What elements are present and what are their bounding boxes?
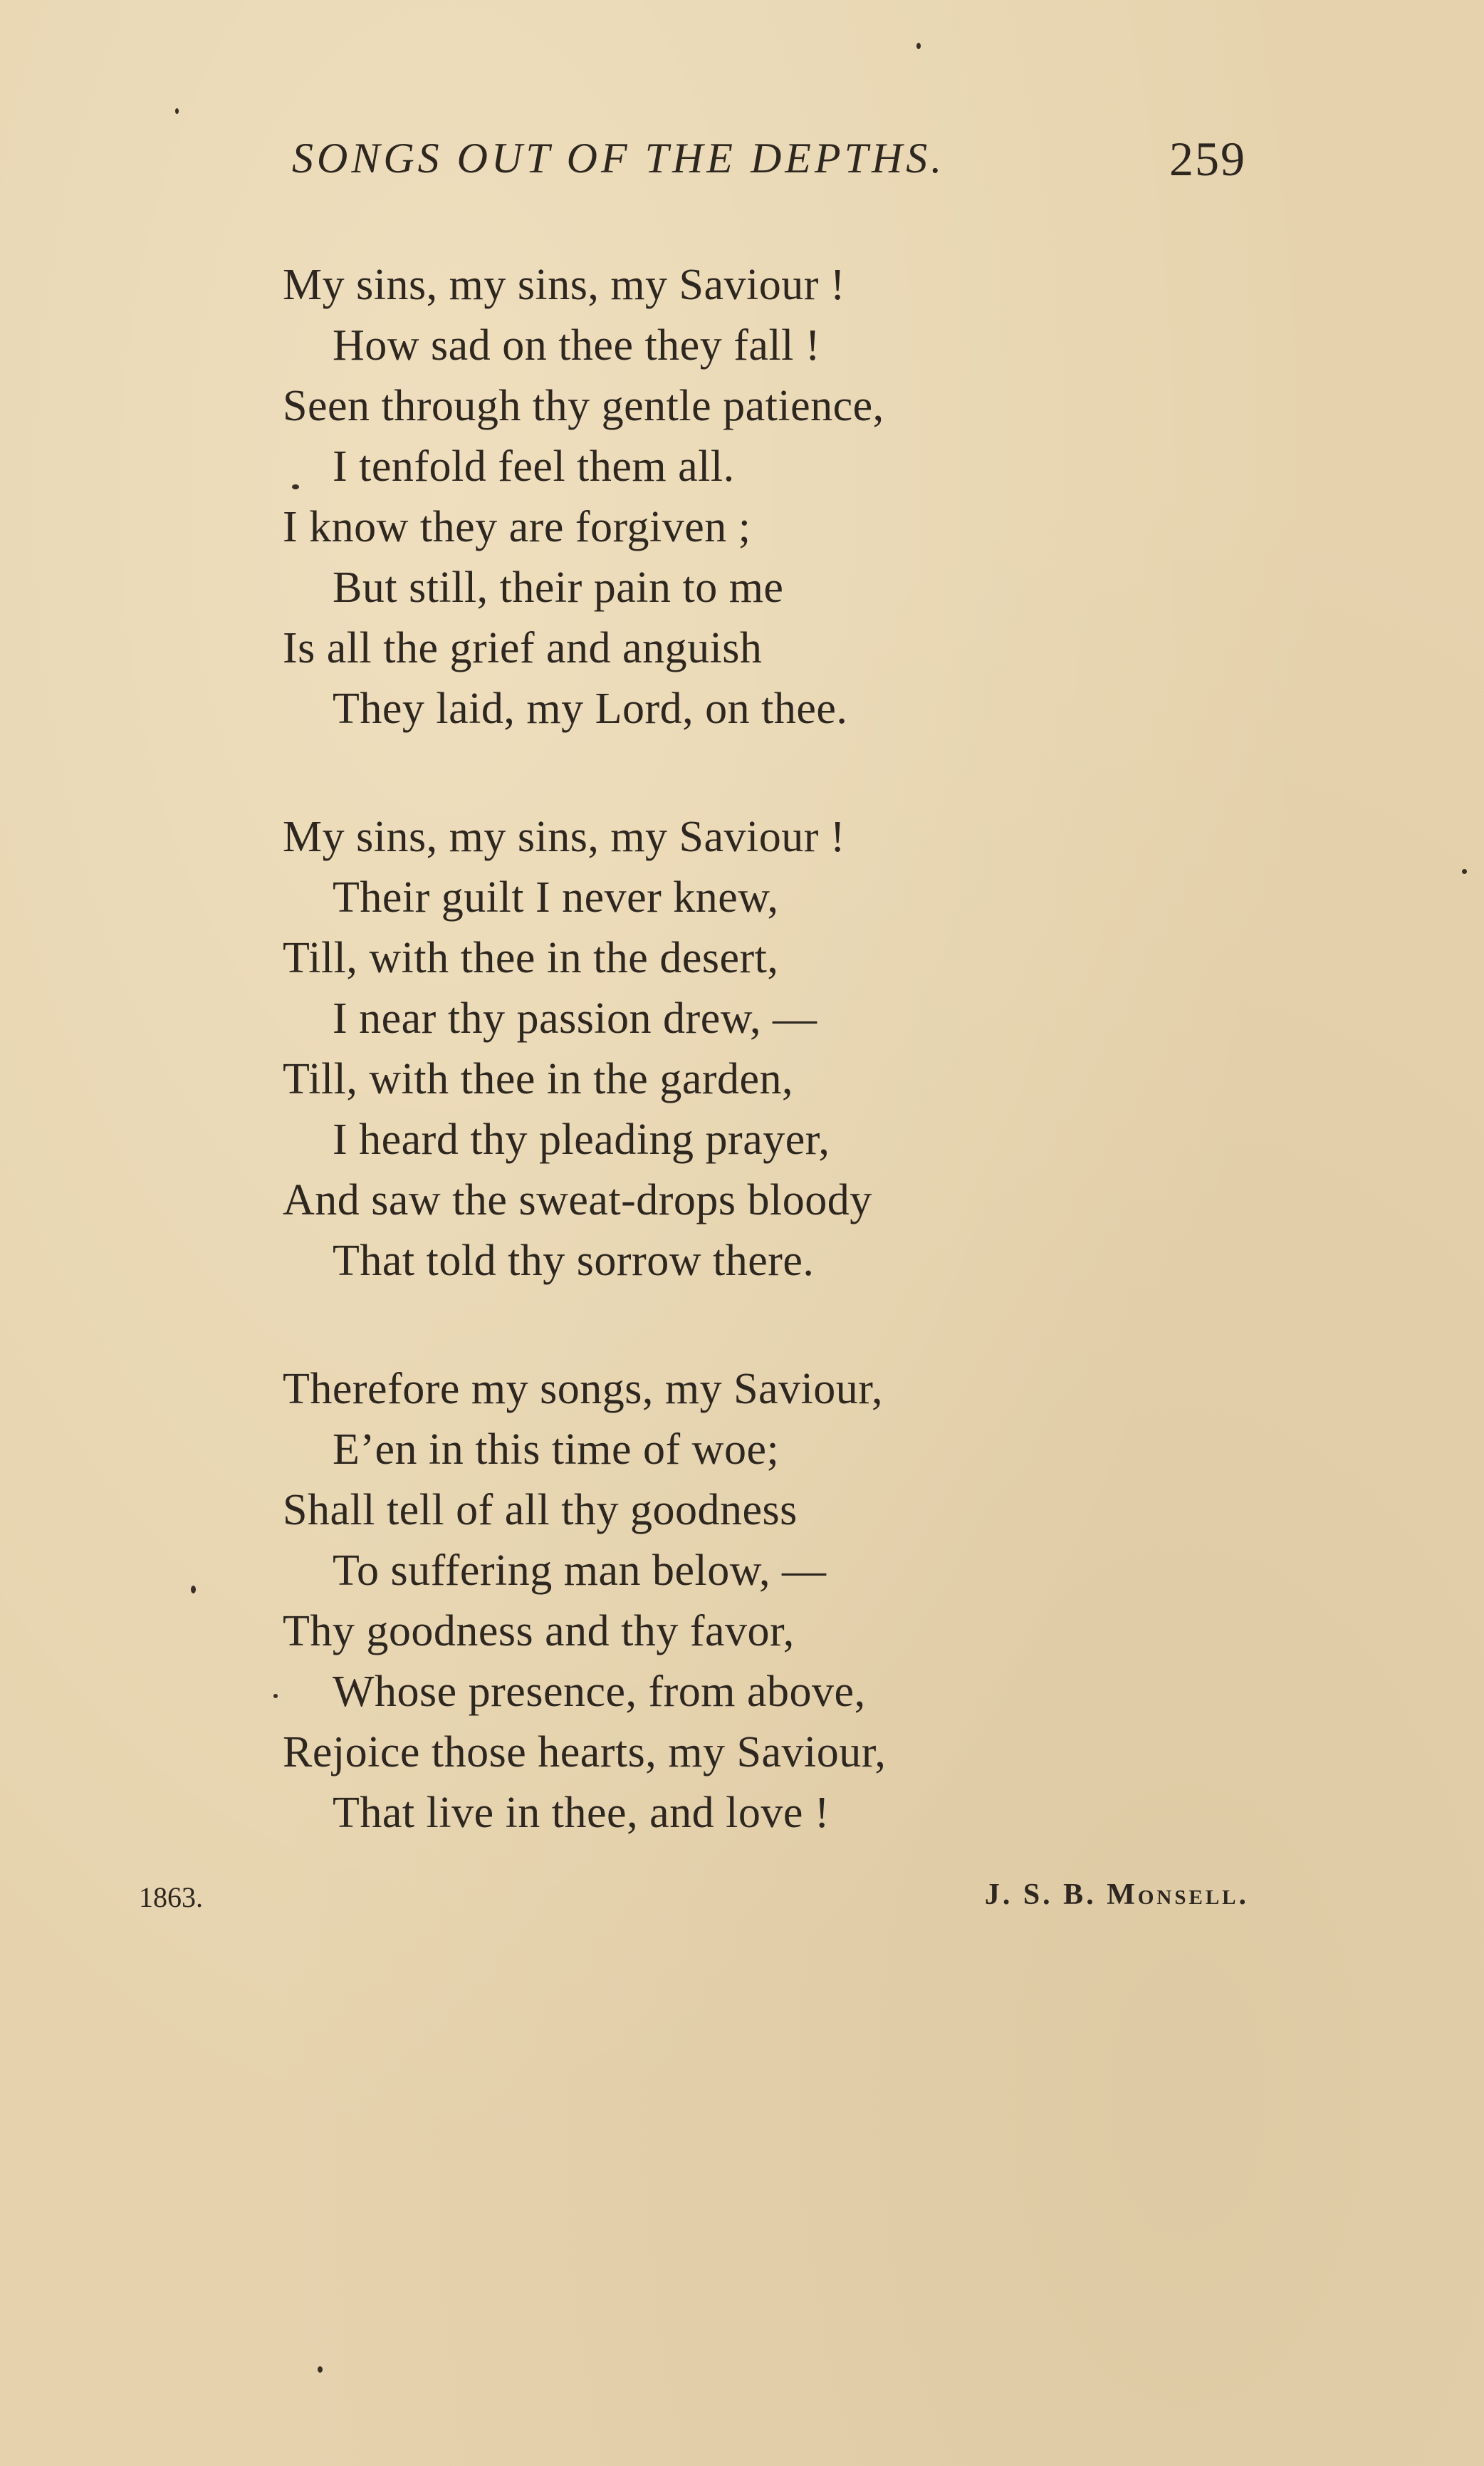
- poem-line: That told thy sorrow there.: [333, 1237, 815, 1285]
- poem-line: And saw the sweat-drops bloody: [283, 1176, 872, 1224]
- poem-line: Till, with thee in the garden,: [283, 1055, 794, 1103]
- poem: [283, 255, 1066, 1911]
- poem-line: Shall tell of all thy goodness: [283, 1486, 798, 1534]
- poem-line: They laid, my Lord, on thee.: [333, 685, 848, 733]
- poem-line: Till, with thee in the desert,: [283, 934, 779, 982]
- poem-line: Therefore my songs, my Saviour,: [283, 1365, 883, 1413]
- poem-line: How sad on thee they fall !: [333, 321, 820, 370]
- ink-speck: [273, 1694, 278, 1698]
- stanza-3: [283, 1359, 1066, 1843]
- poem-line: I tenfold feel them all.: [333, 442, 735, 491]
- ink-speck: [292, 484, 299, 489]
- poem-line: Whose presence, from above,: [333, 1668, 866, 1716]
- poem-line: Is all the grief and anguish: [283, 624, 763, 672]
- poem-line: I heard thy pleading prayer,: [333, 1115, 830, 1164]
- ink-speck: [318, 2366, 323, 2373]
- poem-author: J. S. B. Monsell.: [984, 1878, 1249, 1911]
- poem-line: Their guilt I never knew,: [333, 873, 779, 922]
- poem-line: But still, their pain to me: [333, 563, 784, 612]
- ink-speck: [191, 1586, 196, 1593]
- stanza-2: [283, 807, 1066, 1291]
- poem-line: Seen through thy gentle patience,: [283, 382, 884, 430]
- ink-speck: [175, 108, 179, 114]
- page-number: 259: [1169, 132, 1246, 186]
- poem-line: My sins, my sins, my Saviour !: [283, 813, 846, 861]
- ink-speck: [1462, 869, 1467, 874]
- poem-date: 1863.: [139, 1881, 203, 1913]
- stanza-1: [283, 255, 1066, 739]
- poem-line: Thy goodness and thy favor,: [283, 1607, 795, 1655]
- poem-line: I near thy passion drew, —: [333, 994, 817, 1043]
- ink-speck: [916, 43, 921, 49]
- poem-line: Rejoice those hearts, my Saviour,: [283, 1728, 887, 1776]
- poem-line: My sins, my sins, my Saviour !: [283, 261, 846, 309]
- running-title: SONGS OUT OF THE DEPTHS.: [292, 135, 946, 182]
- running-head: [292, 134, 1246, 198]
- poem-line: To suffering man below, —: [333, 1546, 827, 1595]
- poem-line: E’en in this time of woe;: [333, 1425, 780, 1474]
- poem-line: I know they are forgiven ;: [283, 503, 751, 551]
- poem-line: That live in thee, and love !: [333, 1789, 830, 1837]
